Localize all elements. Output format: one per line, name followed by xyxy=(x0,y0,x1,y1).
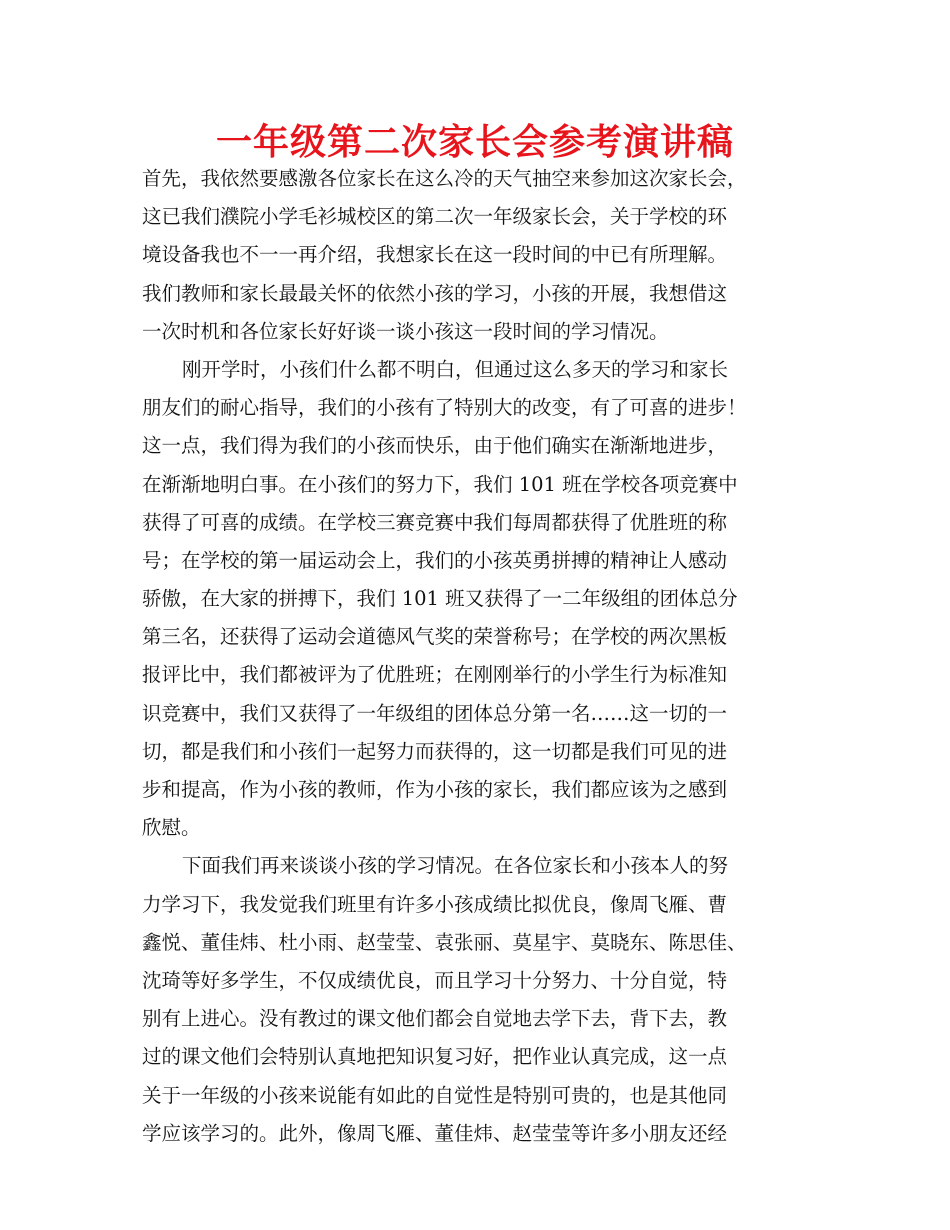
text-line: 切，都是我们和小孩们一起努力而获得的，这一切都是我们可见的进 xyxy=(142,739,728,763)
text-line: 步和提高，作为小孩的教师，作为小孩的家长，我们都应该为之感到 xyxy=(142,778,728,801)
text-line: 在渐渐地明白事。在小孩们的努力下，我们 101 班在学校各项竞赛中 xyxy=(142,472,738,496)
text-line: 这一点，我们得为我们的小孩而快乐，由于他们确实在渐渐地进步， xyxy=(142,434,728,458)
text-line: 刚开学时，小孩们什么都不明白，但通过这么多天的学习和家长 xyxy=(182,357,729,381)
text-line: 识竞赛中，我们又获得了一年级组的团体总分第一名……这一切的一 xyxy=(142,701,728,725)
paragraph-1 xyxy=(142,160,822,351)
text-line: 首先，我依然要感激各位家长在这么冷的天气抽空来参加这次家长会， xyxy=(142,167,747,190)
text-line: 鑫悦、董佳炜、杜小雨、赵莹莹、袁张丽、莫星宇、莫晓东、陈思佳、 xyxy=(142,930,747,954)
text-line: 一次时机和各位家长好好谈一谈小孩这一段时间的学习情况。 xyxy=(142,319,669,343)
paragraph-3 xyxy=(142,847,822,1153)
text-line: 沈琦等好多学生，不仅成绩优良，而且学习十分努力、十分自觉，特 xyxy=(142,968,728,992)
text-line: 关于一年级的小孩来说能有如此的自觉性是特别可贵的，也是其他同 xyxy=(142,1083,728,1107)
text-line: 别有上进心。没有教过的课文他们都会自觉地去学下去，背下去，教 xyxy=(142,1007,728,1031)
document-title: 一年级第二次家长会参考演讲稿 xyxy=(215,122,734,163)
paragraph-2 xyxy=(142,351,822,847)
text-line: 报评比中，我们都被评为了优胜班；在刚刚举行的小学生行为标准知 xyxy=(142,663,728,687)
text-line: 第三名，还获得了运动会道德风气奖的荣誉称号；在学校的两次黑板 xyxy=(142,625,728,649)
text-line: 获得了可喜的成绩。在学校三赛竞赛中我们每周都获得了优胜班的称 xyxy=(142,510,728,534)
text-line: 下面我们再来谈谈小孩的学习情况。在各位家长和小孩本人的努 xyxy=(182,854,729,878)
text-line: 过的课文他们会特别认真地把知识复习好，把作业认真完成，这一点 xyxy=(142,1045,728,1069)
text-line: 力学习下，我发觉我们班里有许多小孩成绩比拟优良，像周飞雁、曹 xyxy=(142,892,728,916)
text-line: 境设备我也不一一再介绍，我想家长在这一段时间的中已有所理解。 xyxy=(142,243,728,267)
text-line: 朋友们的耐心指导，我们的小孩有了特别大的改变，有了可喜的进步！ xyxy=(142,396,747,420)
text-line: 学应该学习的。此外，像周飞雁、董佳炜、赵莹莹等许多小朋友还经 xyxy=(142,1121,728,1145)
text-line: 号；在学校的第一届运动会上，我们的小孩英勇拼搏的精神让人感动 xyxy=(142,548,728,572)
text-line: 我们教师和家长最最关怀的依然小孩的学习，小孩的开展，我想借这 xyxy=(142,281,728,305)
document-body xyxy=(142,160,822,1153)
text-line: 欣慰。 xyxy=(142,816,201,840)
text-line: 这已我们濮院小学毛衫城校区的第二次一年级家长会，关于学校的环 xyxy=(142,205,728,229)
text-line: 骄傲，在大家的拼搏下，我们 101 班又获得了一二年级组的团体总分 xyxy=(142,587,738,611)
